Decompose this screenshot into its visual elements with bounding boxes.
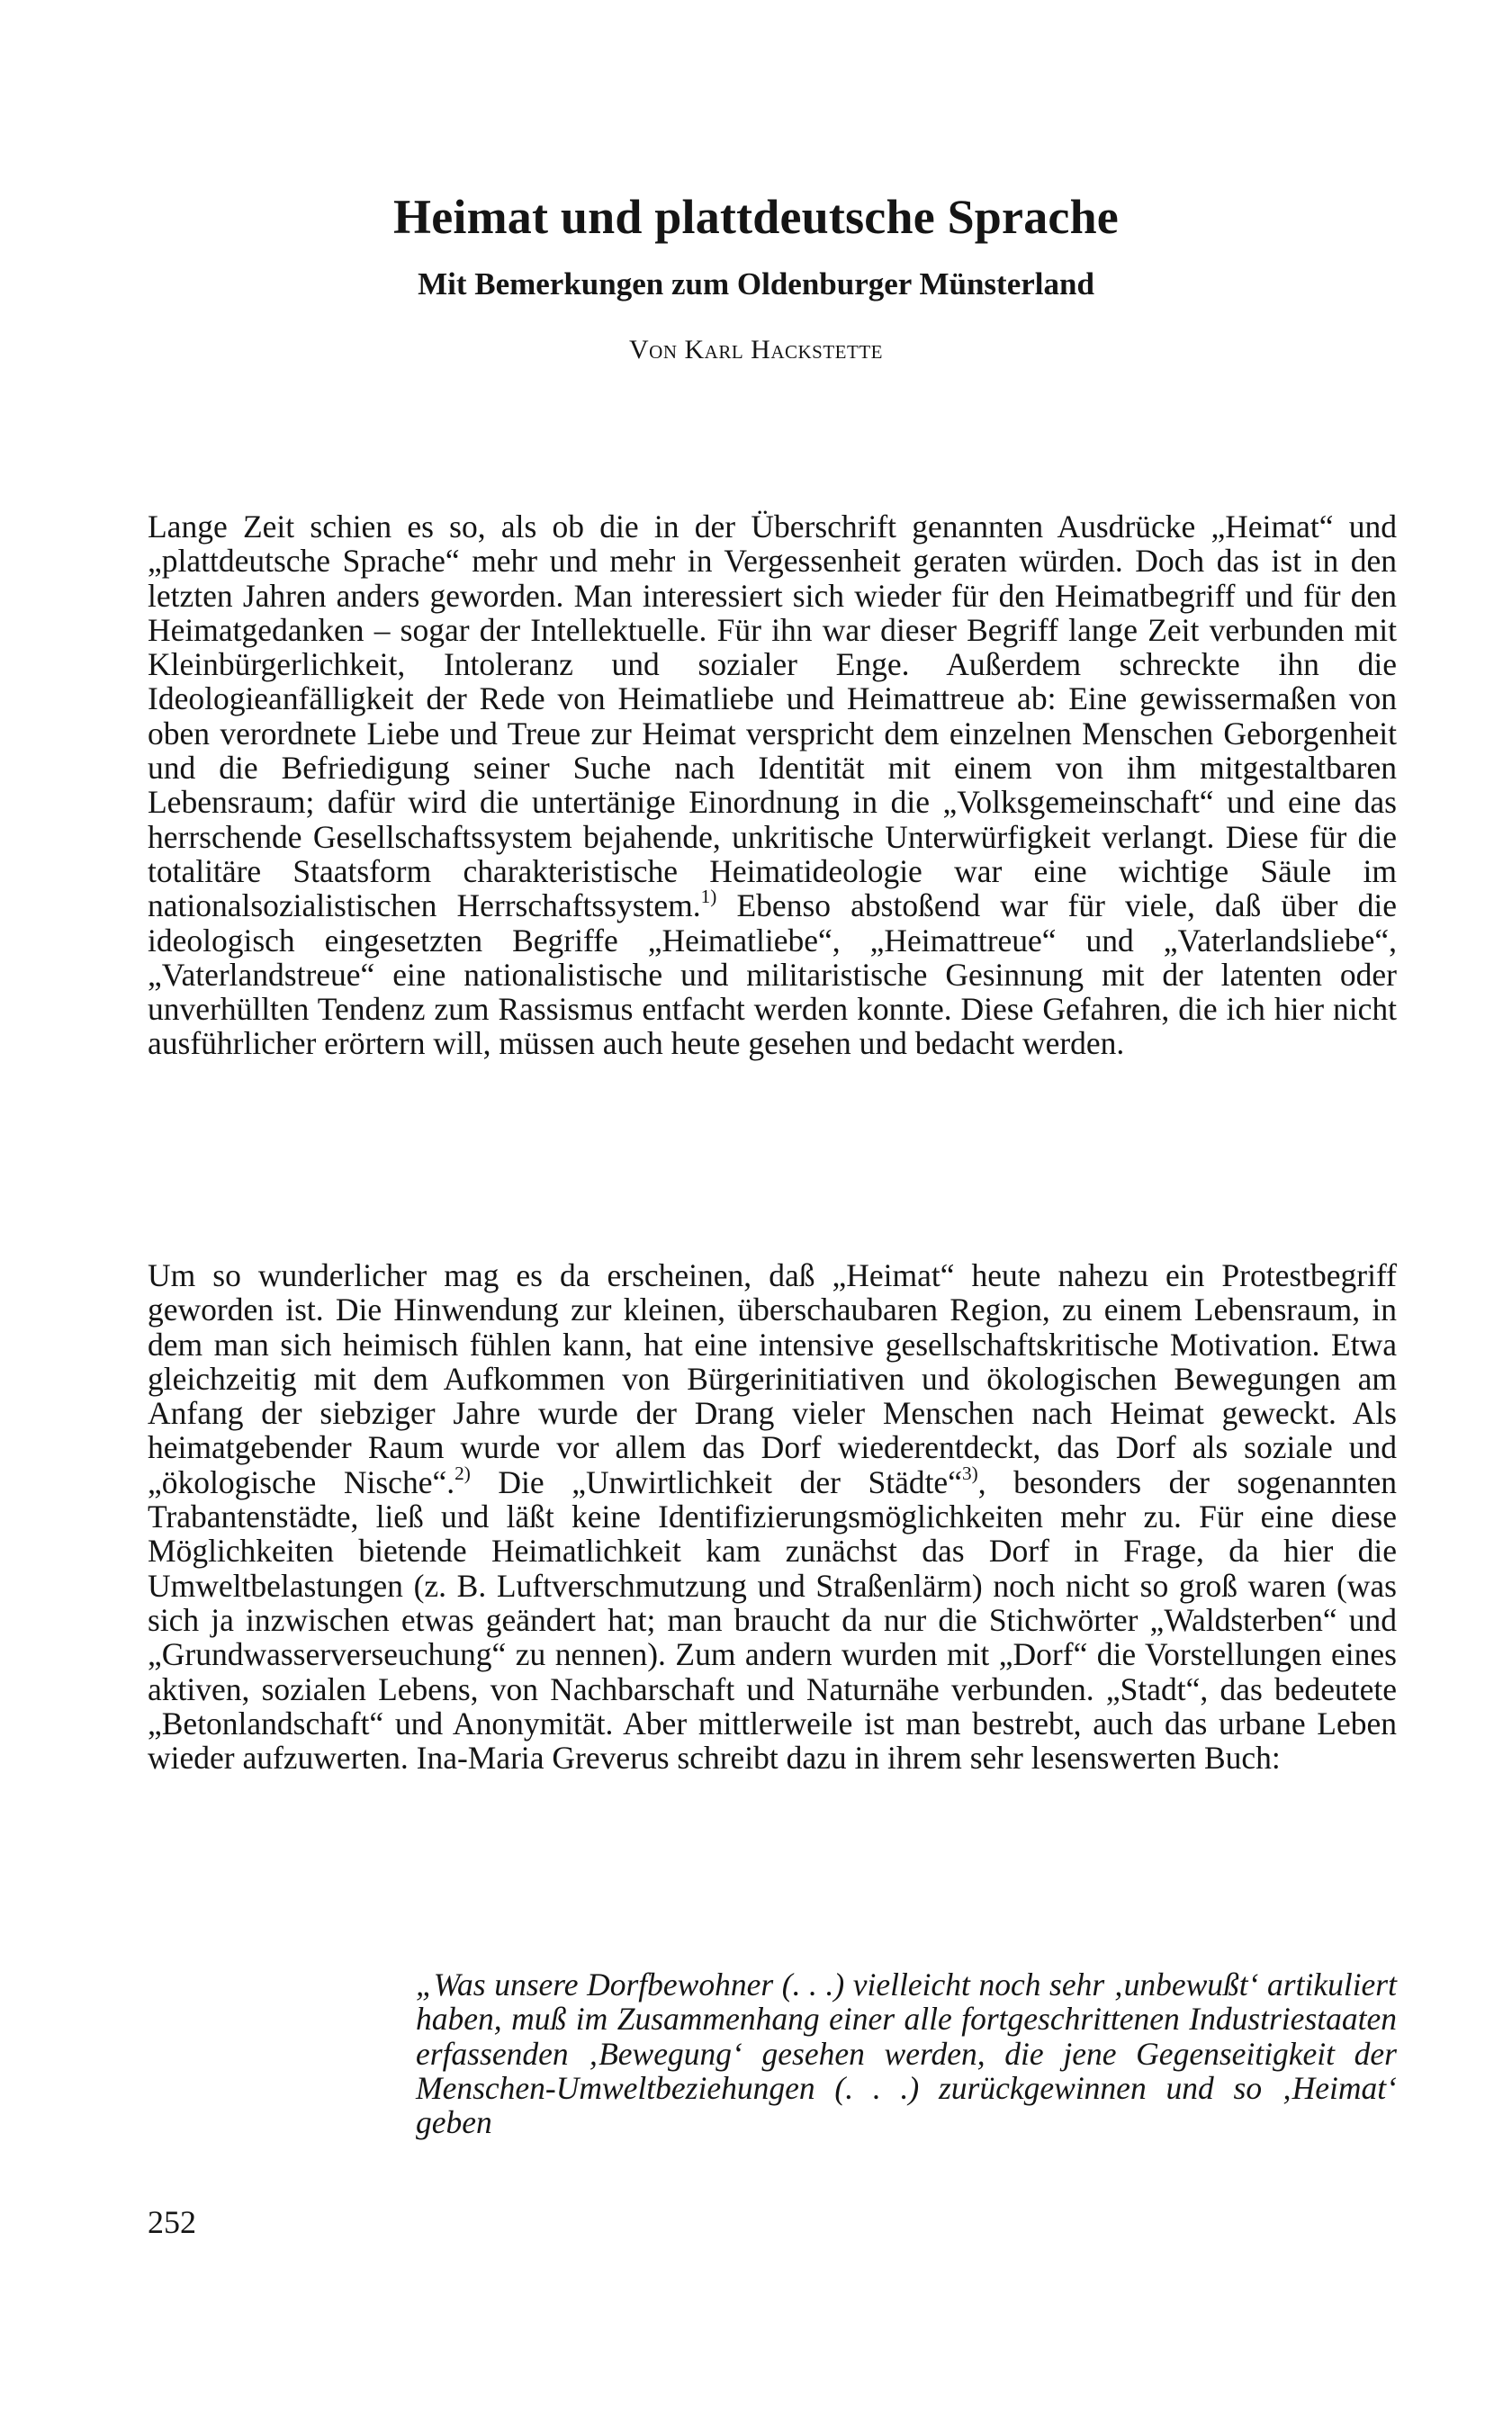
article-title: Heimat und plattdeutsche Sprache — [393, 190, 1119, 244]
footnote-marker: 3) — [961, 1462, 978, 1484]
paragraph-text: Lange Zeit schien es so, als ob die in der Überschrift genannten Ausdrücke „Heimat“ und „plattdeutsche Sprache“ mehr und mehr in Vergessenheit geraten würden. Doch das ist in den letzten Jahren anders geworden. Man interessiert sich wieder für den Heimatbegriff und für den Heimatgedanken – sogar der Intellektuelle. Für ihn war dieser Begriff lange Zeit verbunden mit Kleinbürgerlichkeit, Intoleranz und sozialer Enge. Außerdem schreckte ihn die Ideologieanfälligkeit der Rede von Heimatliebe und Heimattreue ab: Eine gewissermaßen von oben verordnete Liebe und Treue zur Heimat verspricht dem einzelnen Menschen Geborgenheit und die Befriedigung seiner Suche nach Identität mit einem von ihm mitgestaltbaren Lebensraum; dafür wird die untertänige Einordnung in die „Volksgemeinschaft“ und eine das herrschende Gesellschaftssystem bejahende, unkritische Unterwürfigkeit verlangt. Diese für die totalitäre Staatsform charakteristische Heimatideologie war eine wichtige Säule im nationalsozialistischen Herrschaftssystem. — [148, 508, 1397, 924]
body-paragraph-2 — [148, 1258, 1397, 1775]
footnote-marker: 2) — [454, 1462, 471, 1484]
author-byline: Von Karl Hackstette — [629, 335, 883, 364]
paragraph-text: Die „Unwirtlichkeit der Städte“ — [470, 1463, 962, 1500]
page-number: 252 — [148, 2204, 196, 2240]
paragraph-text: , besonders der sogenannten Trabantenstädte, ließ und läßt keine Identifizierungsmöglichkeiten mehr zu. Für eine diese Möglichkeiten bietende Heimatlichkeit kam zunächst das Dorf in Frage, da hier die Umweltbelastungen (z. B. Luftverschmutzung und Straßenlärm) noch nicht so groß waren (was sich ja inzwischen etwas geändert hat; man braucht da nur die Stichwörter „Waldsterben“ und „Grundwasserverseuchung“ zu nennen). Zum andern wurden mit „Dorf“ die Vorstellungen eines aktiven, sozialen Lebens, von Nachbarschaft und Naturnähe verbunden. „Stadt“, das bedeutete „Betonlandschaft“ und Anonymität. Aber mittlerweile ist man bestrebt, auch das urbane Leben wieder aufzuwerten. Ina-Maria Greverus schreibt dazu in ihrem sehr lesenswerten Buch: — [148, 1463, 1397, 1777]
article-subtitle: Mit Bemerkungen zum Oldenburger Münsterland — [418, 266, 1094, 302]
paragraph-text: Ebenso abstoßend war für viele, daß über die ideologisch eingesetzten Begriffe „Heimatliebe“, „Heimattreue“ und „Vaterlandsliebe“, „Vaterlandstreue“ eine nationalistische und militaristische Gesinnung mit der latenten oder unverhüllten Tendenz zum Rassismus entfacht werden konnte. Diese Gefahren, die ich hier nicht ausführlicher erörtern will, müssen auch heute gesehen und bedacht werden. — [148, 887, 1397, 1062]
body-paragraph-1 — [148, 509, 1397, 1061]
paragraph-text: Um so wunderlicher mag es da erscheinen, daß „Heimat“ heute nahezu ein Protestbegriff geworden ist. Die Hinwendung zur kleinen, überschaubaren Region, zu einem Lebensraum, in dem man sich heimisch fühlen kann, hat eine intensive gesellschaftskritische Motivation. Etwa gleichzeitig mit dem Aufkommen von Bürgerinitiativen und ökologischen Bewegungen am Anfang der siebziger Jahre wurde der Drang vieler Menschen nach Heimat geweckt. Als heimatgebender Raum wurde vor allem das Dorf wiederentdeckt, das Dorf als soziale und „ökologische Nische“. — [148, 1257, 1397, 1500]
footnote-marker: 1) — [700, 886, 717, 908]
block-quote: „Was unsere Dorfbewohner (. . .) vielleicht noch sehr ‚unbewußt‘ artikuliert haben, muß im Zusammenhang einer alle fortgeschrittenen Industriestaaten erfassenden ‚Bewegung‘ gesehen werden, die jene Gegenseitigkeit der Menschen-Umweltbeziehungen (. . .) zurückgewinnen und so ‚Heimat‘ geben — [416, 1966, 1397, 2141]
